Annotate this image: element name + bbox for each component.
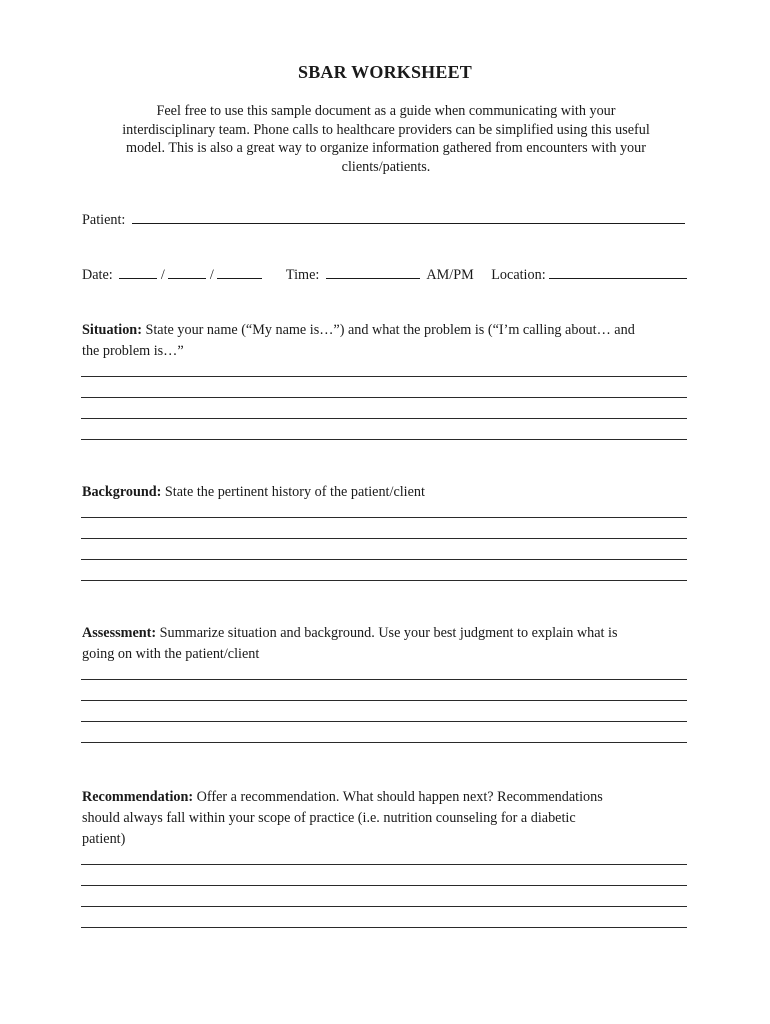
assessment-answer-line[interactable] <box>81 721 687 722</box>
situation-answer-line[interactable] <box>81 418 687 419</box>
intro-line: clients/patients. <box>341 158 431 175</box>
situation-answer-line[interactable] <box>81 397 687 398</box>
assessment-section-header <box>82 623 694 665</box>
date-year-field[interactable] <box>217 266 262 279</box>
situation-answer-line[interactable] <box>81 439 687 440</box>
recommendation-text: Offer a recommendation. What should happen next? Recommendations <box>196 789 603 805</box>
situation-heading: Situation: <box>82 322 142 338</box>
situation-text: the problem is…” <box>82 343 184 359</box>
assessment-text: going on with the patient/client <box>82 646 260 662</box>
date-time-location-row <box>82 266 687 284</box>
situation-text: State your name (“My name is…”) and what the problem is (“I’m calling about… and <box>145 322 635 338</box>
recommendation-text: should always fall within your scope of practice (i.e. nutrition counseling for a diabetic <box>82 810 576 826</box>
assessment-answer-line[interactable] <box>81 679 687 680</box>
intro-line: interdisciplinary team. Phone calls to healthcare providers can be simplified using this useful <box>122 121 650 138</box>
background-section-header <box>82 482 694 503</box>
time-label: Time: <box>285 267 320 283</box>
situation-section-header <box>82 320 694 362</box>
recommendation-answer-line[interactable] <box>81 927 687 928</box>
background-heading: Background: <box>82 484 162 500</box>
patient-row <box>82 211 685 229</box>
page-title: SBAR WORKSHEET <box>297 62 473 82</box>
assessment-text: Summarize situation and background. Use your best judgment to explain what is <box>159 625 618 641</box>
location-field[interactable] <box>549 266 687 279</box>
background-answer-line[interactable] <box>81 517 687 518</box>
intro-paragraph <box>80 102 692 176</box>
intro-line: Feel free to use this sample document as a guide when communicating with your <box>156 103 616 119</box>
patient-field[interactable] <box>132 211 685 224</box>
assessment-answer-line[interactable] <box>81 700 687 701</box>
background-answer-line[interactable] <box>81 538 687 539</box>
recommendation-section-header <box>82 787 694 850</box>
intro-line: model. This is also a great way to organize information gathered from encounters with your <box>126 140 646 157</box>
background-answer-line[interactable] <box>81 559 687 560</box>
recommendation-answer-line[interactable] <box>81 906 687 907</box>
background-text: State the pertinent history of the patient/client <box>164 484 425 500</box>
background-answer-line[interactable] <box>81 580 687 581</box>
recommendation-heading: Recommendation: <box>82 789 194 805</box>
location-label: Location: <box>491 267 546 283</box>
date-separator: / <box>209 267 214 283</box>
date-label: Date: <box>82 267 113 283</box>
situation-answer-line[interactable] <box>81 376 687 377</box>
date-day-field[interactable] <box>168 266 206 279</box>
assessment-heading: Assessment: <box>82 625 157 641</box>
patient-label: Patient: <box>82 212 126 228</box>
ampm-label: AM/PM <box>426 267 474 283</box>
date-month-field[interactable] <box>119 266 157 279</box>
recommendation-answer-line[interactable] <box>81 885 687 886</box>
date-separator: / <box>160 267 165 283</box>
time-field[interactable] <box>326 266 420 279</box>
assessment-answer-line[interactable] <box>81 742 687 743</box>
recommendation-text: patient) <box>82 831 126 847</box>
recommendation-answer-line[interactable] <box>81 864 687 865</box>
